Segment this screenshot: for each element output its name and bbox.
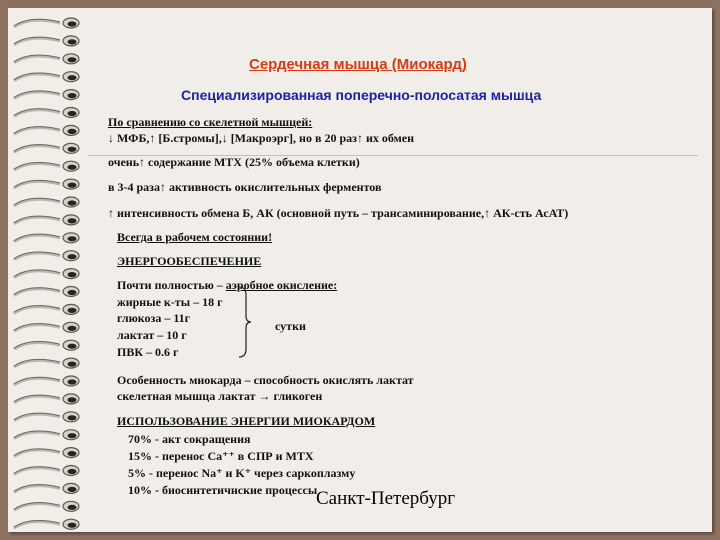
footer-city: Санкт-Петербург xyxy=(316,488,456,509)
usage-item: 15% - перенос Ca⁺⁺ в СПР и МТХ xyxy=(128,449,314,463)
comparison-line-4: ↑ интенсивность обмена Б, АК (основной путь – трансаминирование,↑ АК-сть АсАТ) xyxy=(108,206,569,220)
page-title: Сердечная мышца (Миокард) xyxy=(249,56,467,73)
energy-item: ПВК – 0.6 г xyxy=(117,345,179,359)
energy-heading: ЭНЕРГООБЕСПЕЧЕНИЕ xyxy=(117,254,262,268)
right-brace xyxy=(237,286,253,358)
page-subtitle: Специализированная поперечно-полосатая мышца xyxy=(181,87,542,103)
usage-heading: ИСПОЛЬЗОВАНИЕ ЭНЕРГИИ МИОКАРДОМ xyxy=(117,414,376,428)
energy-intro-prefix: Почти полностью – xyxy=(117,278,226,292)
myocardium-feature: Особенность миокарда – способность окислять лактат xyxy=(117,373,414,387)
usage-item: 70% - акт сокращения xyxy=(128,432,251,446)
energy-item: жирные к-ты – 18 г xyxy=(117,295,223,309)
comparison-line-3: в 3-4 раза↑ активность окислительных ферментов xyxy=(108,180,382,194)
comparison-heading: По сравнению со скелетной мышцей: xyxy=(108,115,313,129)
brace-label-day: сутки xyxy=(275,319,306,333)
energy-intro xyxy=(117,278,337,293)
comparison-line-2: очень↑ содержание МТХ (25% объема клетки) xyxy=(108,155,360,169)
usage-item: 5% - перенос Na⁺ и K⁺ через саркоплазму xyxy=(128,466,356,480)
energy-item: глюкоза – 11г xyxy=(117,311,191,325)
usage-item: 10% - биосинтетичнские процессы xyxy=(128,483,318,497)
energy-intro-aerobic: аэробное окисление: xyxy=(225,278,338,292)
skeletal-muscle-note: скелетная мышца лактат → гликоген xyxy=(117,389,323,403)
always-working-note: Всегда в рабочем состоянии! xyxy=(117,230,273,244)
comparison-line-1: ↓ МФБ,↑ [Б.стромы],↓ [Макроэрг], но в 20 раз↑ их обмен xyxy=(108,131,415,145)
spiral-binding xyxy=(8,8,88,532)
energy-item: лактат – 10 г xyxy=(117,328,187,342)
